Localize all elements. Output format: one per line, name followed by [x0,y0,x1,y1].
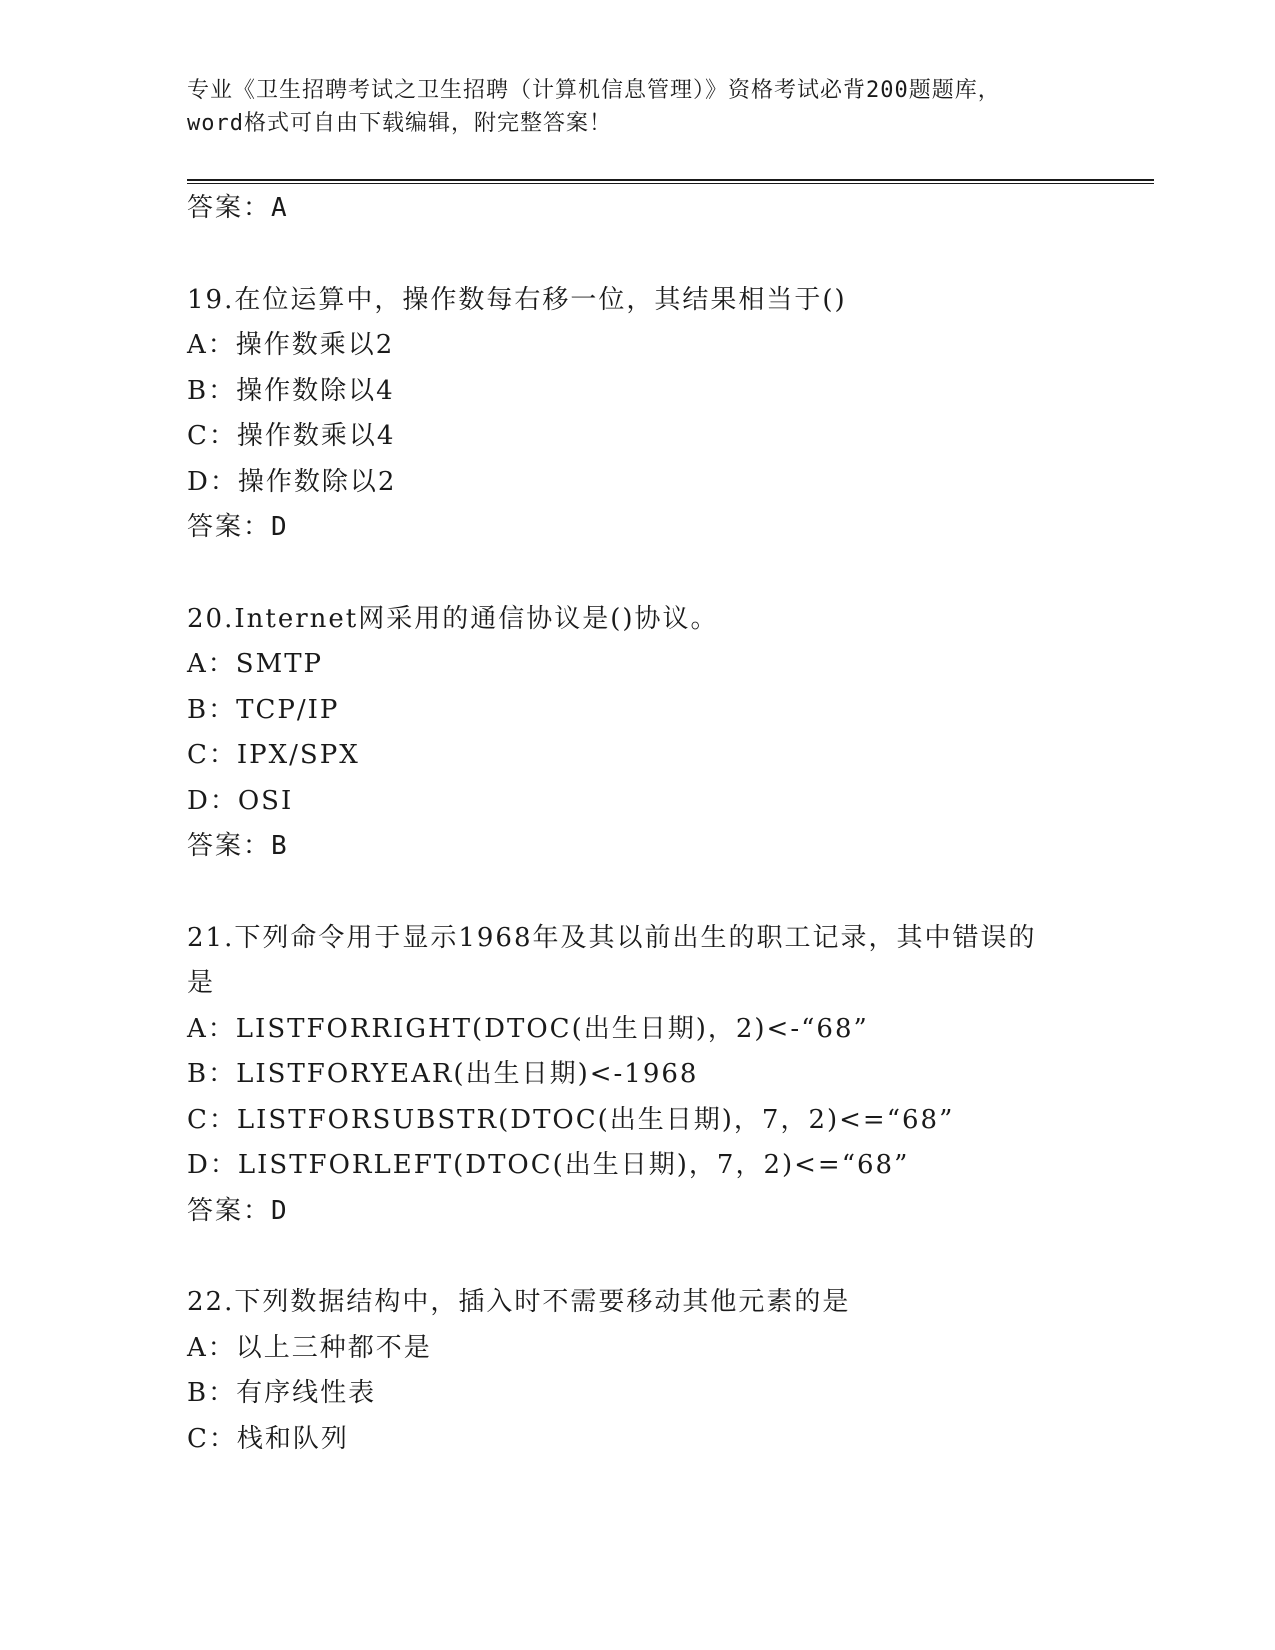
question-stem: 19.在位运算中，操作数每右移一位，其结果相当于() [187,284,847,315]
option-a: A：LISTFORRIGHT(DTOC(出生日期)，2)<-“68” [187,1013,869,1044]
spacer [187,870,1087,916]
option-d: D：LISTFORLEFT(DTOC(出生日期)，7，2)<=“68” [187,1150,910,1180]
question-21 [187,916,1087,1235]
spacer [187,551,1087,597]
document-header [187,74,1087,140]
header-line-1: 专业《卫生招聘考试之卫生招聘（计算机信息管理）》资格考试必背200题题库， [187,78,1001,103]
header-divider [187,179,1154,184]
question-19 [187,278,1087,551]
header-line-2: word格式可自由下载编辑，附完整答案！ [187,111,612,136]
option-a: A：以上三种都不是 [187,1332,432,1363]
option-c: C：LISTFORSUBSTR(DTOC(出生日期)，7，2)<=“68” [187,1104,955,1135]
option-b: B：LISTFORYEAR(出生日期)<-1968 [187,1059,699,1089]
answer-line: 答案：B [187,831,289,861]
option-c: C：栈和队列 [187,1423,349,1454]
question-stem: 20.Internet网采用的通信协议是()协议。 [187,603,719,634]
spacer [187,1234,1087,1280]
question-stem: 22.下列数据结构中，插入时不需要移动其他元素的是 [187,1287,851,1317]
spacer [187,232,1087,278]
question-stem-continued: 是 [187,968,216,998]
question-stem: 21.下列命令用于显示1968年及其以前出生的职工记录，其中错误的 [187,922,1037,953]
option-b: B：TCP/IP [187,694,340,725]
question-22 [187,1280,1087,1462]
option-a: A：SMTP [187,649,324,679]
option-d: D：OSI [187,785,294,816]
option-d: D：操作数除以2 [187,466,397,497]
question-20 [187,597,1087,870]
answer-line: 答案：A [187,193,289,223]
option-a: A：操作数乘以2 [187,330,395,360]
answer-line: 答案：D [187,512,289,542]
option-b: B：操作数除以4 [187,375,395,406]
question-list [187,186,1087,1462]
answer-line: 答案：D [187,1195,289,1226]
option-c: C：操作数乘以4 [187,421,396,451]
option-c: C：IPX/SPX [187,740,360,770]
option-b: B：有序线性表 [187,1378,377,1408]
